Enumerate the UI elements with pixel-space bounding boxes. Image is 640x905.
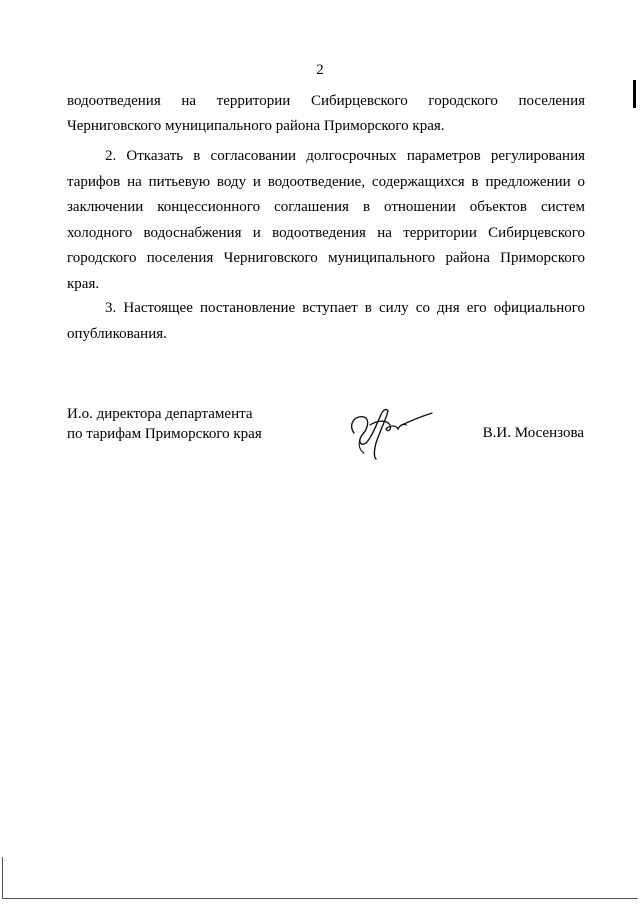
handwritten-signature [340,395,440,465]
signatory-name: В.И. Мосензова [482,425,584,441]
scan-border-bottom [2,898,638,899]
signatory-position-line-2: по тарифам Приморского края [67,426,262,442]
signatory-position-line-1: И.о. директора департамента [67,406,253,422]
paragraph-3: 3. Настоящее постановление вступает в силу со дня его официального опубликования. [67,300,585,342]
continuation-line-1: водоотведения на территории Сибирцевского городского поселения [67,93,585,109]
page-number: 2 [316,62,324,78]
signatory-position [67,404,262,444]
continuation-line-2: Черниговского муниципального района Приморского края. [67,118,445,134]
scan-edge-mark [633,80,636,108]
scan-border-left [2,857,3,899]
paragraph-2: 2. Отказать в согласовании долгосрочных параметров регулирования тарифов на питьевую воду и водоотведение, содержащихся в предложении о заключении концессионного соглашения в отношении объектов систем холодного водоснабжения и водоотведения на территории Сибирцевского городского поселения Черниговского муниципального района Приморского края. [67,148,585,292]
